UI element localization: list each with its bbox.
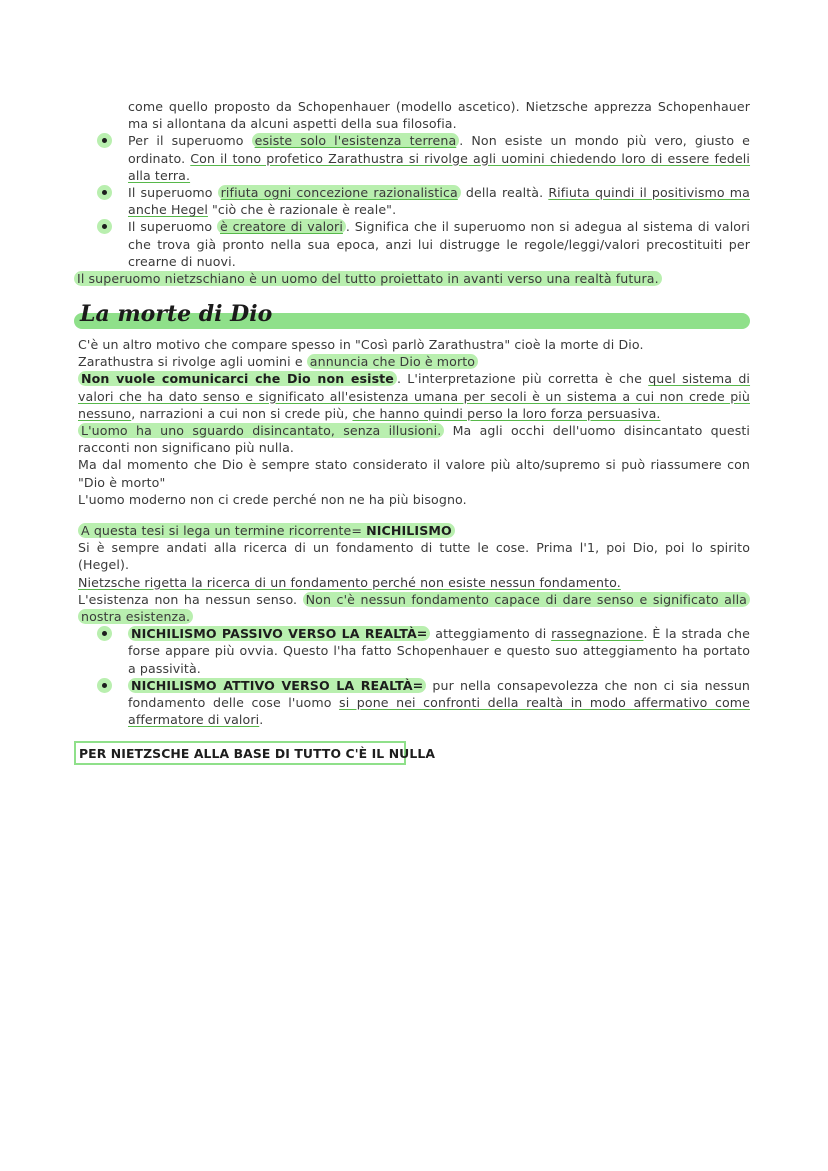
highlight: A questa tesi si lega un termine ricorrente= NICHILISMO: [78, 523, 455, 538]
highlight: NICHILISMO ATTIVO VERSO LA REALTÀ=: [128, 678, 426, 693]
paragraph: Si è sempre andati alla ricerca di un fondamento di tutte le cose. Prima l'1, poi Dio, poi lo spirito (Hegel).: [78, 540, 750, 573]
underlined-text: si pone nei confronti della realtà in modo affermativo come affermatore di valori: [128, 695, 750, 728]
paragraph: L'uomo ha uno sguardo disincantato, senza illusioni. Ma agli occhi dell'uomo disincantato questi racconti non significano più nulla.: [78, 423, 750, 456]
underlined-text: quel sistema di valori che ha dato senso e significato all'esistenza umana per secoli è un sistema a cui non crede più nessuno: [78, 371, 751, 421]
paragraph: Zarathustra si rivolge agli uomini e annuncia che Dio è morto: [78, 353, 750, 370]
section-heading: La morte di Dio: [80, 301, 273, 327]
underlined-text: Rifiuta quindi il positivismo ma anche Hegel: [128, 185, 750, 218]
underlined-text: Con il tono profetico Zarathustra si rivolge agli uomini chiedendo loro di essere fedeli alla terra.: [128, 150, 751, 183]
paragraph: [78, 522, 750, 539]
bullet-item: NICHILISMO PASSIVO VERSO LA REALTÀ= atteggiamento di rassegnazione. È la strada che forse appare più ovvia. Questo l'ha fatto Schopenhauer e questo suo atteggiamento ha portato a passività.: [74, 625, 750, 677]
bullet-dot-icon: [97, 626, 112, 641]
paragraph: L'esistenza non ha nessun senso. Non c'è nessun fondamento capace di dare senso e significato alla nostra esistenza.: [78, 591, 750, 625]
bullet-dot-icon: [97, 219, 112, 234]
paragraph: Ma dal momento che Dio è sempre stato considerato il valore più alto/supremo si può riassumere con "Dio è morto": [78, 457, 750, 490]
paragraph: L'uomo moderno non ci crede perché non ne ha più bisogno.: [78, 491, 467, 507]
bullet-dot-icon: [97, 133, 112, 148]
conclusion-text: PER NIETZSCHE ALLA BASE DI TUTTO C'È IL NULLA: [79, 746, 436, 761]
underlined-text: rassegnazione: [551, 626, 644, 642]
bullet-item: NICHILISMO ATTIVO VERSO LA REALTÀ= pur nella consapevolezza che non ci sia nessun fondamento delle cose l'uomo si pone nei confronti della realtà in modo affermativo come affermatore di valori.: [74, 677, 750, 729]
closing-sentence: Il superuomo nietzschiano è un uomo del tutto proiettato in avanti verso una realtà futura.: [74, 270, 750, 287]
superuomo-section: [74, 98, 750, 287]
morte-di-dio-section: [78, 336, 750, 508]
underlined-text: Nietzsche rigetta la ricerca di un fondamento perché non esiste nessun fondamento.: [78, 574, 621, 590]
bullet-item: Per il superuomo esiste solo l'esistenza terrena . Non esiste un mondo più vero, giusto e ordinato. Con il tono profetico Zarathustra si rivolge agli uomini chiedendo loro di essere fedeli alla terra.: [74, 132, 750, 184]
paragraph: [78, 574, 750, 591]
paragraph: C'è un altro motivo che compare spesso in "Così parlò Zarathustra" cioè la morte di Dio.: [78, 337, 644, 352]
bullet-dot-icon: [97, 678, 112, 693]
intro-paragraph: come quello proposto da Schopenhauer (modello ascetico). Nietzsche apprezza Schopenhauer ma si allontana da alcuni aspetti della sua filosofia.: [128, 99, 750, 132]
highlight: Non c'è nessun fondamento capace di dare senso e significato alla nostra esistenza.: [78, 592, 750, 624]
highlight: L'uomo ha uno sguardo disincantato, senza illusioni.: [78, 423, 444, 438]
bullet-item: Il superuomo è creatore di valori . Significa che il superuomo non si adegua al sistema di valori che trova già pronto nella sua epoca, anzi lui distrugge le regole/leggi/valori precostituiti per crearne di nuovi.: [74, 218, 750, 270]
highlight: esiste solo l'esistenza terrena: [252, 133, 460, 148]
highlight: annuncia che Dio è morto: [307, 354, 478, 369]
bullet-dot-icon: [97, 185, 112, 200]
superuomo-bullet-list: [74, 132, 750, 270]
nichilismo-bullet-list: [74, 625, 750, 728]
nichilismo-section: [78, 522, 750, 728]
underlined-text: che hanno quindi perso la loro forza persuasiva.: [352, 405, 661, 421]
paragraph: Non vuole comunicarci che Dio non esiste . L'interpretazione più corretta è che quel sistema di valori che ha dato senso e significato all'esistenza umana per secoli è un sistema a cui non crede più nessuno, narrazioni a cui non si crede più, che hanno quindi perso la loro forza persuasiva.: [78, 371, 751, 421]
highlight: rifiuta ogni concezione razionalistica: [218, 185, 461, 200]
highlight: Non vuole comunicarci che Dio non esiste: [78, 371, 397, 386]
bullet-item: Il superuomo rifiuta ogni concezione razionalistica della realtà. Rifiuta quindi il positivismo ma anche Hegel "ciò che è razionale è reale".: [74, 184, 750, 218]
highlight: NICHILISMO PASSIVO VERSO LA REALTÀ=: [128, 626, 430, 641]
highlight: è creatore di valori: [217, 219, 346, 234]
